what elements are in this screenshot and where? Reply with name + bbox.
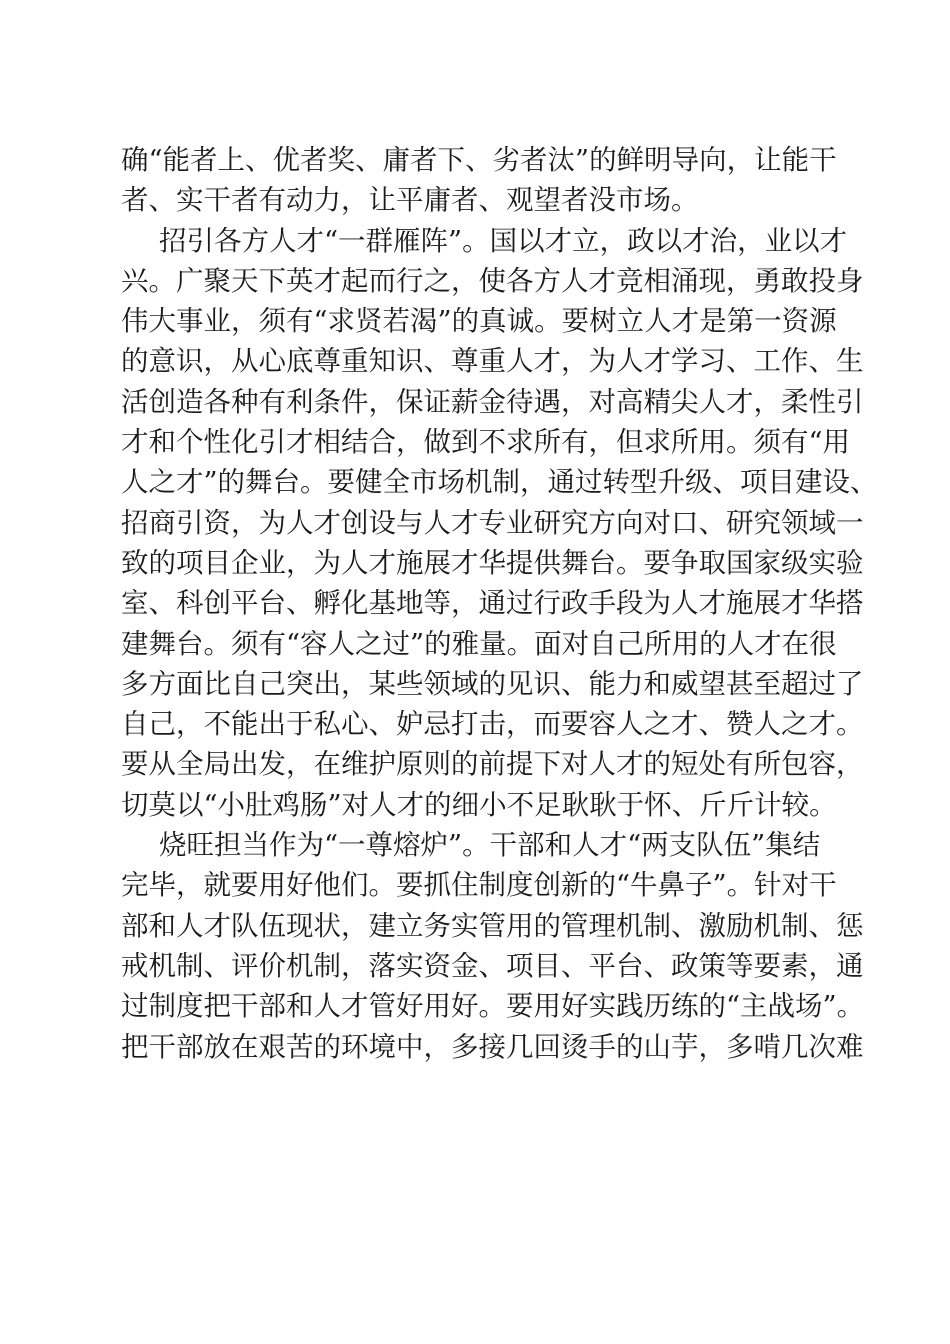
- text-line: 要从全局出发，在维护原则的前提下对人才的短处有所包容，: [121, 748, 864, 781]
- text-line: 室、科创平台、孵化基地等，通过行政手段为人才施展才华搭: [121, 587, 864, 620]
- text-line: 的意识，从心底尊重知识、尊重人才，为人才学习、工作、生: [121, 345, 864, 378]
- text-line: 戒机制、评价机制，落实资金、项目、平台、政策等要素，通: [121, 949, 864, 982]
- paragraph-first-line: 招引各方人才“一群雁阵”。国以才立，政以才治，业以才: [159, 224, 848, 257]
- body-text: [121, 140, 878, 1067]
- text-line: 人之才”的舞台。要健全市场机制，通过转型升级、项目建设、: [121, 466, 878, 499]
- text-line: 多方面比自己突出，某些领域的见识、能力和威望甚至超过了: [121, 667, 864, 700]
- text-line: 致的项目企业，为人才施展才华提供舞台。要争取国家级实验: [121, 546, 864, 579]
- text-line: 把干部放在艰苦的环境中，多接几回烫手的山芋，多啃几次难: [121, 1030, 864, 1063]
- text-line: 伟大事业，须有“求贤若渴”的真诚。要树立人才是第一资源: [121, 305, 837, 338]
- text-line: 招商引资，为人才创设与人才专业研究方向对口、研究领域一: [121, 506, 864, 539]
- text-line: 自己，不能出于私心、妒忌打击，而要容人之才、赞人之才。: [121, 708, 864, 741]
- paragraph-first-line: 烧旺担当作为“一尊熔炉”。干部和人才“两支队伍”集结: [159, 829, 821, 862]
- text-line: 过制度把干部和人才管好用好。要用好实践历练的“主战场”。: [121, 990, 865, 1023]
- text-line: 兴。广聚天下英才起而行之，使各方人才竞相涌现，勇敢投身: [121, 264, 864, 297]
- text-line: 活创造各种有利条件，保证薪金待遇，对高精尖人才，柔性引: [121, 385, 864, 418]
- text-line: 才和个性化引才相结合，做到不求所有，但求所用。须有“用: [121, 426, 851, 459]
- text-line: 切莫以“小肚鸡肠”对人才的细小不足耿耿于怀、斤斤计较。: [121, 788, 837, 821]
- text-line: 确“能者上、优者奖、庸者下、劣者汰”的鲜明导向，让能干: [121, 144, 837, 176]
- text-line: 完毕，就要用好他们。要抓住制度创新的“牛鼻子”。针对干: [121, 869, 837, 902]
- text-line: 部和人才队伍现状，建立务实管用的管理机制、激励机制、惩: [121, 909, 864, 942]
- text-line: 建舞台。须有“容人之过”的雅量。面对自己所用的人才在很: [121, 627, 837, 660]
- text-line: 者、实干者有动力，让平庸者、观望者没市场。: [121, 184, 699, 217]
